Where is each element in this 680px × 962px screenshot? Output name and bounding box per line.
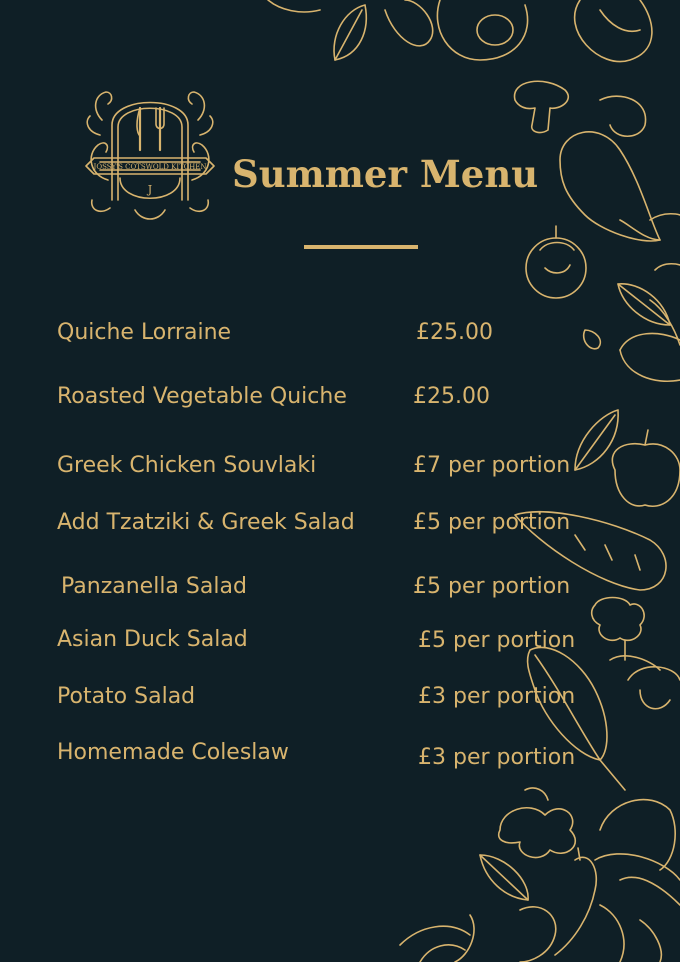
menu-item-price: £5 per portion: [413, 574, 571, 599]
menu-item-name: Asian Duck Salad: [57, 627, 248, 652]
menu-item-price: £25.00: [413, 384, 490, 409]
menu-item-price: £5 per portion: [418, 628, 576, 653]
menu-item-price: £7 per portion: [413, 453, 571, 478]
menu-item-name: Potato Salad: [57, 684, 196, 709]
kitchen-logo-emblem: [80, 80, 220, 225]
menu-item-price: £5 per portion: [413, 510, 571, 535]
menu-item-name: Panzanella Salad: [61, 574, 247, 599]
menu-item-price: £3 per portion: [418, 745, 576, 770]
menu-item-name: Quiche Lorraine: [57, 320, 232, 345]
menu-item-name: Add Tzatziki & Greek Salad: [57, 510, 355, 535]
title-divider: [304, 245, 418, 249]
menu-item-name: Homemade Coleslaw: [57, 740, 289, 765]
menu-title: Summer Menu: [232, 152, 539, 196]
logo-initial: J: [147, 183, 153, 196]
menu-item-name: Roasted Vegetable Quiche: [57, 384, 347, 409]
logo-text: JOSSY'S COTSWOLD KITCHEN: [93, 163, 207, 171]
menu-item-name: Greek Chicken Souvlaki: [57, 453, 317, 478]
menu-item-price: £3 per portion: [418, 684, 576, 709]
menu-item-price: £25.00: [416, 320, 493, 345]
